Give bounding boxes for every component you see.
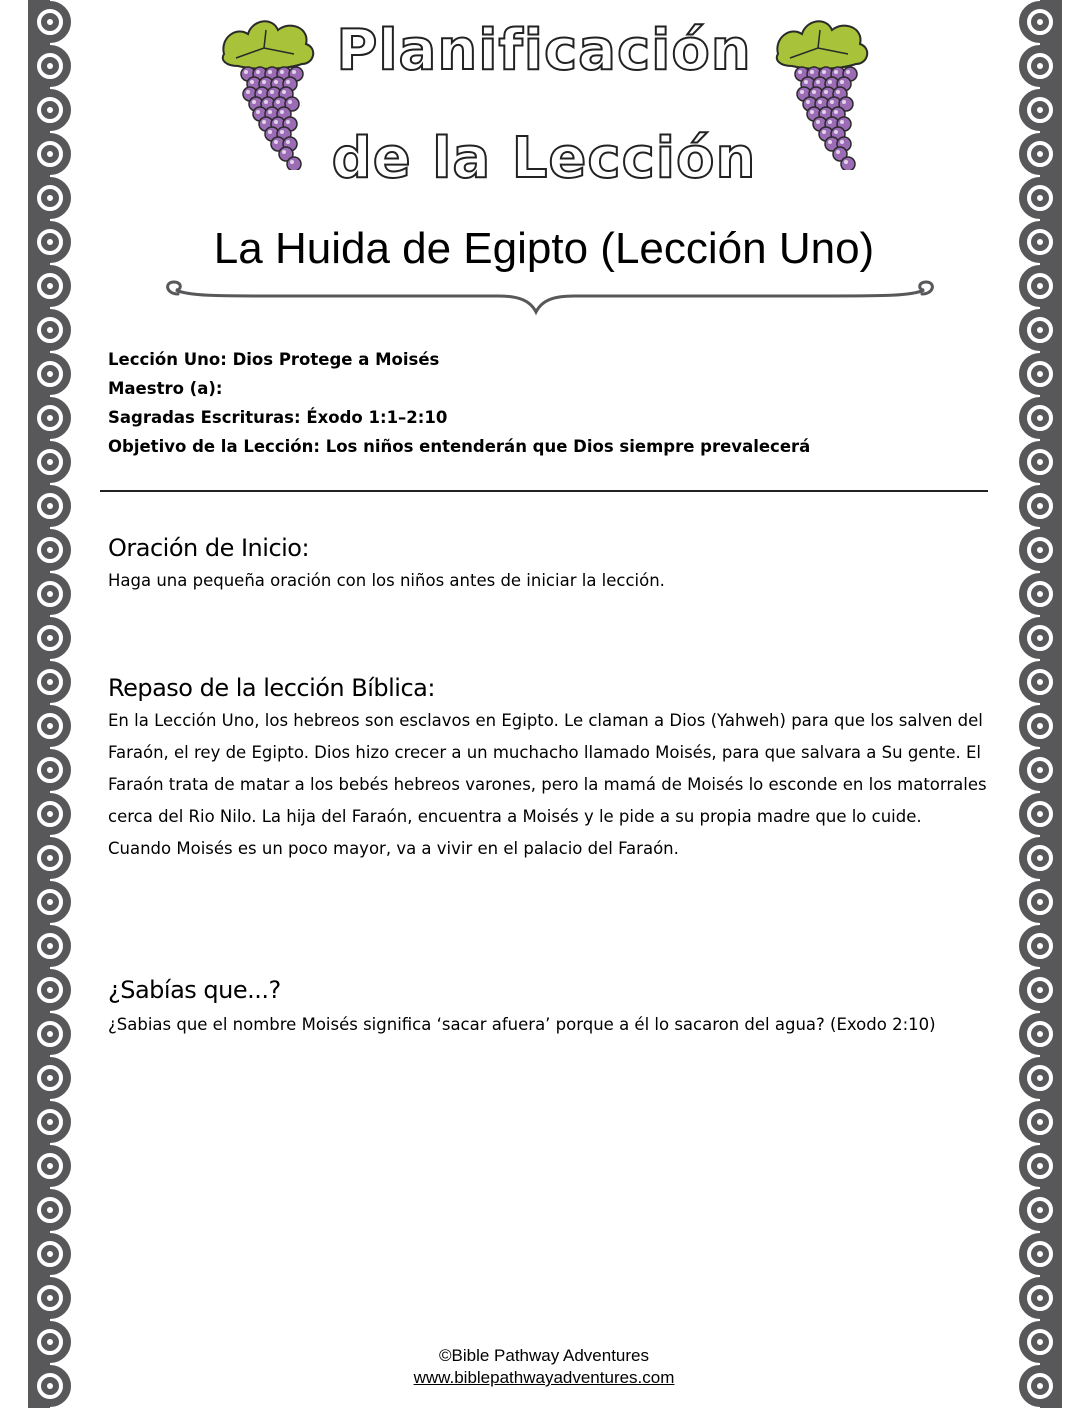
footer-copyright: ©Bible Pathway Adventures: [438, 1346, 650, 1365]
section-divider: [100, 490, 988, 492]
oracion-body: Haga una pequeña oración con los niños antes de iniciar la lección.: [108, 571, 665, 590]
left-border-decoration: [28, 0, 76, 1408]
meta-objetivo: Objetivo de la Lección: Los niños entenderán que Dios siempre prevalecerá: [108, 437, 811, 456]
title-flourish-divider: [158, 280, 942, 330]
meta-maestro: Maestro (a):: [108, 379, 223, 398]
oracion-heading: Oración de Inicio:: [108, 534, 310, 562]
repaso-heading: Repaso de la lección Bíblica:: [108, 674, 435, 702]
sabias-heading: ¿Sabías que...?: [108, 976, 281, 1004]
sabias-body: ¿Sabias que el nombre Moisés significa ‘sacar afuera’ porque a él lo sacaron del agua? (Exodo 2:10): [108, 1015, 936, 1034]
meta-leccion: Lección Uno: Dios Protege a Moisés: [108, 350, 440, 369]
lesson-meta: [108, 345, 988, 461]
repaso-body: En la Lección Uno, los hebreos son esclavos en Egipto. Le claman a Dios (Yahweh) para que los salven del Faraón, el rey de Egipto. Dios hizo crecer a un muchacho llamado Moisés, para que salvara a Su gente. El Faraón trata de matar a los bebés hebreos varones, pero la mamá de Moisés lo esconde en los matorrales cerca del Rio Nilo. La hija del Faraón, encuentra a Moisés y le pide a su propia madre que lo cuide. Cuando Moisés es un poco mayor, va a vivir en el palacio del Faraón.: [108, 711, 987, 858]
footer-website-link[interactable]: www.biblepathwayadventures.com: [413, 1368, 675, 1387]
meta-escrituras: Sagradas Escrituras: Éxodo 1:1–2:10: [108, 408, 448, 427]
lesson-title: La Huida de Egipto (Lección Uno): [213, 224, 875, 273]
header-title-line-2: de la Lección: [331, 126, 757, 191]
right-border-decoration: [1014, 0, 1062, 1408]
header-title-line-1: Planificación: [336, 18, 752, 83]
